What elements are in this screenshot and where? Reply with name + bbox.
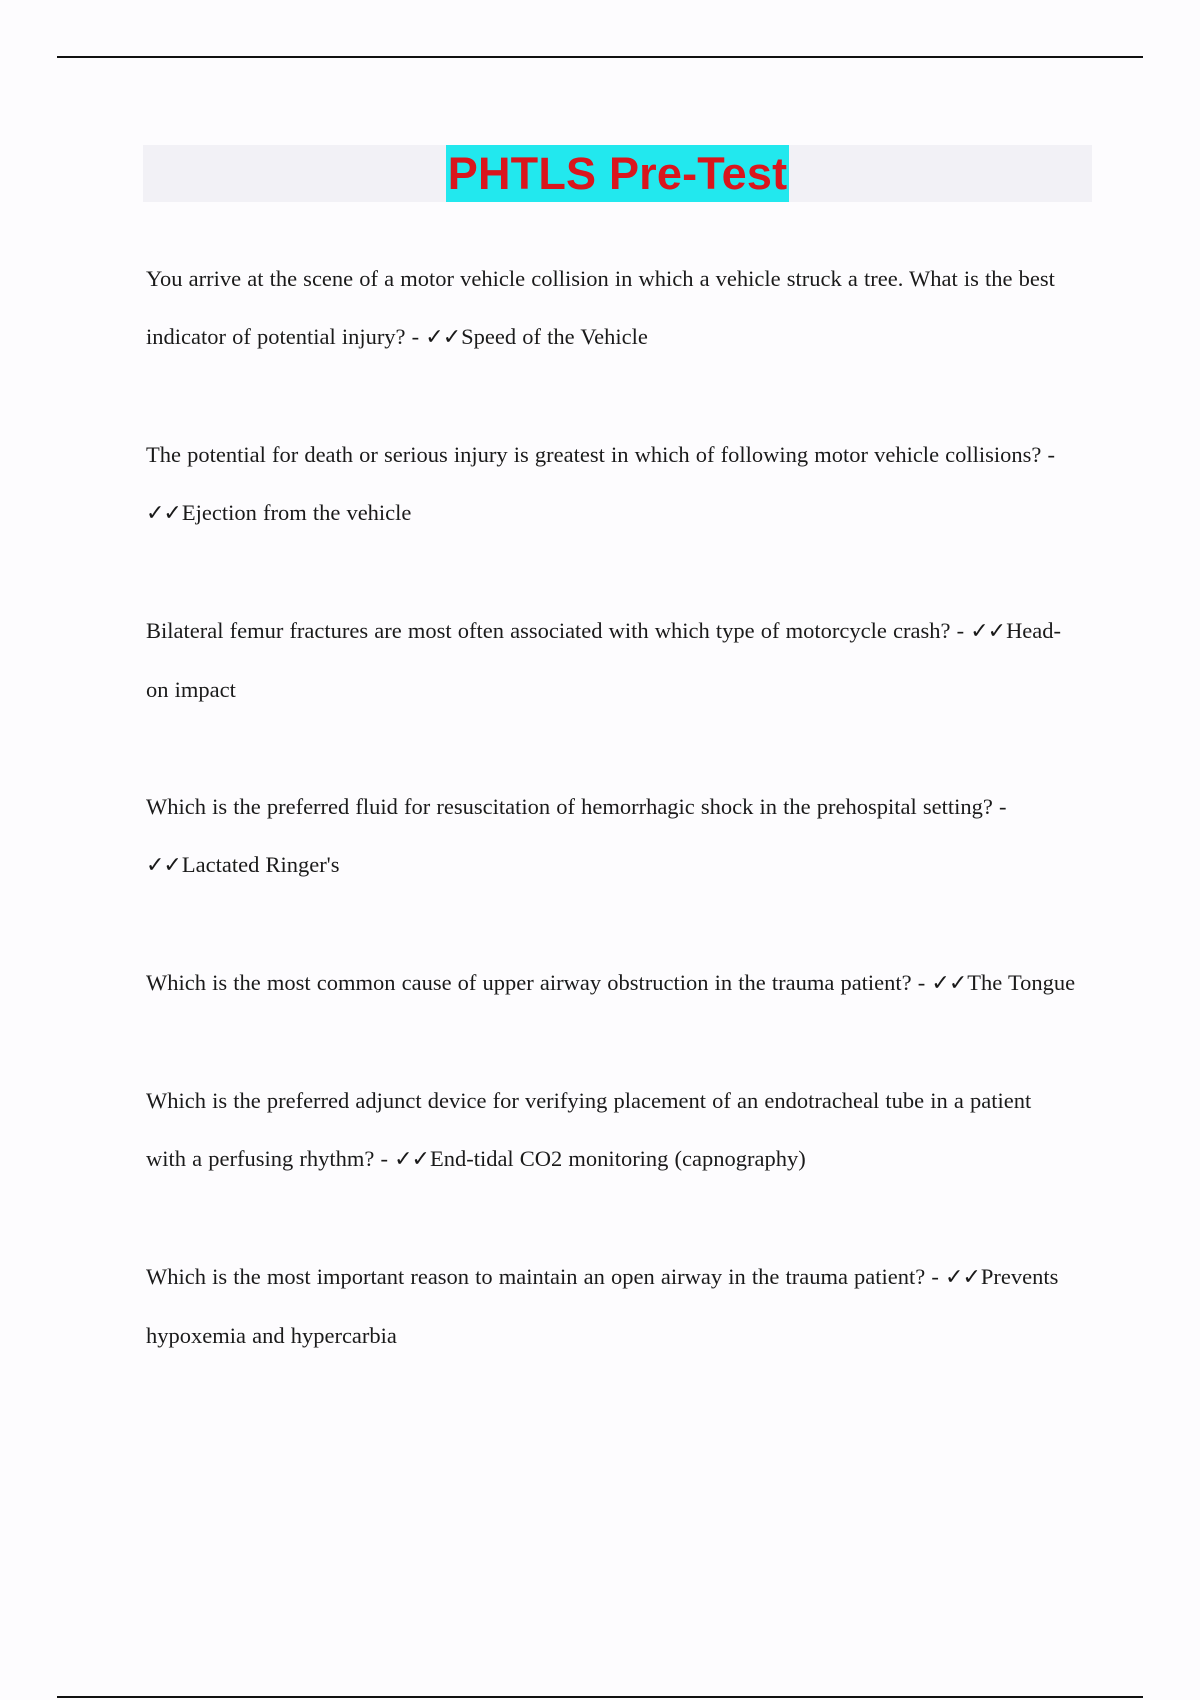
qa-item-7 — [146, 1248, 1076, 1365]
qa-item-4 — [146, 778, 1076, 895]
answer-text: Head-on impact — [146, 618, 1062, 702]
separator: - — [374, 1146, 395, 1171]
separator: - — [911, 970, 932, 995]
check-icon: ✓✓ — [425, 325, 461, 350]
qa-item-2 — [146, 426, 1076, 543]
question-text: Bilateral femur fractures are most often associated with which type of motorcycle crash? — [146, 618, 951, 643]
question-text: Which is the preferred adjunct device for verifying placement of an endotracheal tube in a patient with a perfusing rhythm? — [146, 1088, 1032, 1171]
page-title: PHTLS Pre-Test — [446, 145, 790, 202]
question-text: Which is the most important reason to maintain an open airway in the trauma patient? — [146, 1264, 926, 1289]
question-list — [146, 250, 1076, 1424]
answer-text: Prevents hypoxemia and hypercarbia — [146, 1264, 1059, 1348]
bottom-rule — [57, 1696, 1143, 1698]
title-band — [143, 145, 1092, 202]
question-text: The potential for death or serious injury is greatest in which of following motor vehicle collisions? — [146, 442, 1042, 467]
check-icon: ✓✓ — [146, 501, 181, 526]
answer-text: End-tidal CO2 monitoring (capnography) — [429, 1146, 806, 1171]
separator: - — [405, 324, 426, 349]
qa-item-1 — [146, 250, 1076, 367]
check-icon: ✓✓ — [931, 971, 967, 996]
separator: - — [992, 794, 1007, 819]
check-icon: ✓✓ — [394, 1147, 429, 1172]
top-rule — [57, 56, 1143, 58]
answer-text: The Tongue — [967, 970, 1076, 995]
answer-text: Lactated Ringer's — [181, 852, 340, 877]
question-text: Which is the most common cause of upper airway obstruction in the trauma patient? — [146, 970, 912, 995]
question-text: Which is the preferred fluid for resuscitation of hemorrhagic shock in the prehospital setting? — [146, 794, 993, 819]
check-icon: ✓✓ — [970, 619, 1006, 644]
separator: - — [950, 618, 971, 643]
separator: - — [925, 1264, 946, 1289]
answer-text: Speed of the Vehicle — [461, 324, 648, 349]
qa-item-6 — [146, 1072, 1076, 1189]
qa-item-5 — [146, 954, 1076, 1013]
check-icon: ✓✓ — [146, 853, 181, 878]
qa-item-3 — [146, 602, 1076, 719]
separator: - — [1041, 442, 1056, 467]
check-icon: ✓✓ — [945, 1265, 980, 1290]
question-text: You arrive at the scene of a motor vehicle collision in which a vehicle struck a tree. What is the best indicator of potential injury? — [146, 266, 1055, 349]
answer-text: Ejection from the vehicle — [181, 500, 412, 525]
